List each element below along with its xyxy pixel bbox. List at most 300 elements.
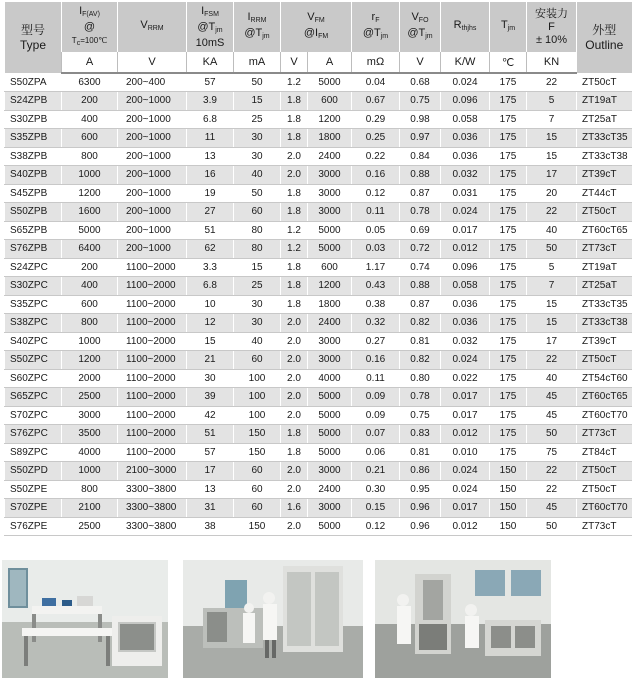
value-cell: 50: [234, 73, 281, 92]
value-cell: 25: [234, 110, 281, 129]
value-cell: 15: [527, 147, 577, 166]
value-cell: 3300~3800: [118, 480, 187, 499]
value-cell: 5000: [308, 240, 352, 259]
value-cell: 0.017: [441, 406, 490, 425]
value-cell: 2.0: [281, 517, 308, 536]
value-cell: 17: [527, 166, 577, 185]
value-cell: 0.12: [352, 517, 400, 536]
value-cell: 1.17: [352, 258, 400, 277]
value-cell: 2.0: [281, 332, 308, 351]
value-cell: 0.68: [400, 73, 441, 92]
value-cell: 2.0: [281, 147, 308, 166]
value-cell: 27: [187, 203, 234, 222]
value-cell: 15: [234, 258, 281, 277]
value-cell: 0.11: [352, 369, 400, 388]
value-cell: 3.3: [187, 258, 234, 277]
value-cell: 45: [527, 406, 577, 425]
value-cell: 175: [490, 351, 527, 370]
value-cell: 175: [490, 203, 527, 222]
value-cell: 175: [490, 110, 527, 129]
value-cell: 0.16: [352, 351, 400, 370]
value-cell: 100: [234, 406, 281, 425]
value-cell: 0.036: [441, 129, 490, 148]
value-cell: 5000: [308, 388, 352, 407]
value-cell: 3000: [308, 332, 352, 351]
value-cell: 1100~2000: [118, 332, 187, 351]
type-cell: S65ZPB: [5, 221, 62, 240]
value-cell: 3000: [62, 406, 118, 425]
value-cell: 175: [490, 295, 527, 314]
value-cell: 1100~2000: [118, 443, 187, 462]
unit-cell: KN: [527, 52, 577, 73]
value-cell: 50: [234, 184, 281, 203]
outline-cell: ZT54cT60: [577, 369, 632, 388]
value-cell: 1.8: [281, 425, 308, 444]
value-cell: 200~1000: [118, 184, 187, 203]
value-cell: 0.75: [400, 92, 441, 111]
value-cell: 60: [234, 203, 281, 222]
value-cell: 1.8: [281, 443, 308, 462]
table-row: [5, 517, 632, 536]
outline-cell: ZT50cT: [577, 480, 632, 499]
type-cell: S24ZPB: [5, 92, 62, 111]
value-cell: 60: [234, 499, 281, 518]
vrrm-header: $V_{RRM}$: [118, 2, 187, 52]
value-cell: 5000: [308, 517, 352, 536]
value-cell: 0.82: [400, 351, 441, 370]
type-cell: S76ZPB: [5, 240, 62, 259]
value-cell: 1000: [62, 332, 118, 351]
table-row: [5, 240, 632, 259]
ifsm-header: $I_{FSM}$ $@T_{jm}$ 10mS: [187, 2, 234, 52]
type-cell: S50ZPA: [5, 73, 62, 92]
value-cell: 1.8: [281, 184, 308, 203]
value-cell: 39: [187, 388, 234, 407]
value-cell: 2.0: [281, 462, 308, 481]
table-row: [5, 351, 632, 370]
value-cell: 0.05: [352, 221, 400, 240]
value-cell: 2.0: [281, 480, 308, 499]
table-row: [5, 184, 632, 203]
unit-cell: V: [281, 52, 308, 73]
table-row: [5, 480, 632, 499]
value-cell: 0.82: [400, 314, 441, 333]
value-cell: 175: [490, 184, 527, 203]
value-cell: 4000: [62, 443, 118, 462]
outline-cell: ZT73cT: [577, 240, 632, 259]
value-cell: 19: [187, 184, 234, 203]
value-cell: 13: [187, 480, 234, 499]
value-cell: 0.024: [441, 480, 490, 499]
value-cell: 5: [527, 258, 577, 277]
value-cell: 3000: [308, 166, 352, 185]
type-cell: S38ZPB: [5, 147, 62, 166]
outline-cell: ZT39cT: [577, 166, 632, 185]
value-cell: 60: [234, 480, 281, 499]
value-cell: 1.8: [281, 258, 308, 277]
value-cell: 6400: [62, 240, 118, 259]
value-cell: 50: [527, 240, 577, 259]
value-cell: 1.2: [281, 240, 308, 259]
value-cell: 2.0: [281, 351, 308, 370]
type-cell: S70ZPC: [5, 406, 62, 425]
type-cell: S45ZPB: [5, 184, 62, 203]
unit-cell: mΩ: [352, 52, 400, 73]
unit-cell: V: [400, 52, 441, 73]
value-cell: 0.15: [352, 499, 400, 518]
value-cell: 1000: [62, 166, 118, 185]
value-cell: 0.88: [400, 166, 441, 185]
value-cell: 0.87: [400, 184, 441, 203]
outline-cell: ZT44cT: [577, 184, 632, 203]
value-cell: 17: [187, 462, 234, 481]
value-cell: 16: [187, 166, 234, 185]
value-cell: 6300: [62, 73, 118, 92]
value-cell: 51: [187, 425, 234, 444]
value-cell: 7: [527, 110, 577, 129]
value-cell: 3000: [308, 203, 352, 222]
value-cell: 0.058: [441, 110, 490, 129]
value-cell: 175: [490, 388, 527, 407]
value-cell: 15: [527, 314, 577, 333]
table-row: [5, 129, 632, 148]
outline-cell: ZT25aT: [577, 277, 632, 296]
value-cell: 3.9: [187, 92, 234, 111]
value-cell: 0.09: [352, 406, 400, 425]
value-cell: 150: [490, 499, 527, 518]
outline-cell: ZT33cT35: [577, 129, 632, 148]
value-cell: 150: [234, 425, 281, 444]
value-cell: 400: [62, 110, 118, 129]
value-cell: 0.03: [352, 240, 400, 259]
outline-cell: ZT60cT65: [577, 221, 632, 240]
lab-photo-equipment: [375, 560, 551, 678]
outline-cell: ZT39cT: [577, 332, 632, 351]
value-cell: 0.67: [352, 92, 400, 111]
value-cell: 75: [527, 443, 577, 462]
value-cell: 175: [490, 240, 527, 259]
value-cell: 22: [527, 480, 577, 499]
value-cell: 200~1000: [118, 129, 187, 148]
value-cell: 600: [308, 92, 352, 111]
value-cell: 0.012: [441, 240, 490, 259]
value-cell: 800: [62, 480, 118, 499]
type-cell: S50ZPB: [5, 203, 62, 222]
value-cell: 0.032: [441, 166, 490, 185]
value-cell: 1100~2000: [118, 406, 187, 425]
value-cell: 51: [187, 221, 234, 240]
table-row: [5, 110, 632, 129]
type-cell: S40ZPB: [5, 166, 62, 185]
value-cell: 5000: [308, 443, 352, 462]
value-cell: 175: [490, 166, 527, 185]
value-cell: 0.80: [400, 369, 441, 388]
table-row: [5, 221, 632, 240]
value-cell: 30: [234, 147, 281, 166]
value-cell: 0.096: [441, 258, 490, 277]
value-cell: 30: [234, 314, 281, 333]
value-cell: 57: [187, 73, 234, 92]
value-cell: 0.95: [400, 480, 441, 499]
type-cell: S30ZPC: [5, 277, 62, 296]
vfo-header: $V_{FO}$ $@T_{jm}$: [400, 2, 441, 52]
value-cell: 0.024: [441, 462, 490, 481]
value-cell: 42: [187, 406, 234, 425]
table-row: [5, 147, 632, 166]
value-cell: 50: [527, 517, 577, 536]
value-cell: 1100~2000: [118, 295, 187, 314]
table-row: [5, 73, 632, 92]
value-cell: 0.98: [400, 110, 441, 129]
value-cell: 60: [234, 462, 281, 481]
lab-photo-workers: [183, 560, 363, 678]
value-cell: 150: [490, 462, 527, 481]
value-cell: 2.0: [281, 314, 308, 333]
value-cell: 22: [527, 203, 577, 222]
value-cell: 0.21: [352, 462, 400, 481]
value-cell: 100: [234, 388, 281, 407]
value-cell: 1100~2000: [118, 369, 187, 388]
value-cell: 0.69: [400, 221, 441, 240]
value-cell: 2100: [62, 499, 118, 518]
value-cell: 0.058: [441, 277, 490, 296]
table-row: [5, 499, 632, 518]
value-cell: 1200: [62, 184, 118, 203]
outline-cell: ZT33cT38: [577, 147, 632, 166]
value-cell: 0.83: [400, 425, 441, 444]
value-cell: 200: [62, 258, 118, 277]
value-cell: 1000: [62, 462, 118, 481]
value-cell: 1800: [308, 129, 352, 148]
value-cell: 150: [234, 443, 281, 462]
value-cell: 1.8: [281, 110, 308, 129]
value-cell: 0.032: [441, 332, 490, 351]
value-cell: 1100~2000: [118, 351, 187, 370]
value-cell: 1100~2000: [118, 277, 187, 296]
value-cell: 2.0: [281, 369, 308, 388]
outline-cell: ZT50cT: [577, 462, 632, 481]
value-cell: 200~1000: [118, 221, 187, 240]
value-cell: 200~1000: [118, 166, 187, 185]
value-cell: 200: [62, 92, 118, 111]
value-cell: 38: [187, 517, 234, 536]
unit-cell: ℃: [490, 52, 527, 73]
value-cell: 175: [490, 277, 527, 296]
value-cell: 5000: [308, 221, 352, 240]
table-row: [5, 443, 632, 462]
value-cell: 80: [234, 221, 281, 240]
table-row: [5, 388, 632, 407]
table-row: [5, 166, 632, 185]
table-row: [5, 92, 632, 111]
table-row: [5, 295, 632, 314]
value-cell: 1600: [62, 203, 118, 222]
value-cell: 21: [187, 351, 234, 370]
value-cell: 0.30: [352, 480, 400, 499]
value-cell: 0.09: [352, 388, 400, 407]
value-cell: 0.16: [352, 166, 400, 185]
unit-cell: A: [62, 52, 118, 73]
value-cell: 3000: [308, 462, 352, 481]
type-cell: S24ZPC: [5, 258, 62, 277]
value-cell: 3500: [62, 425, 118, 444]
outline-cell: ZT25aT: [577, 110, 632, 129]
value-cell: 175: [490, 369, 527, 388]
value-cell: 0.07: [352, 425, 400, 444]
type-cell: S35ZPB: [5, 129, 62, 148]
unit-cell: A: [308, 52, 352, 73]
value-cell: 1.2: [281, 221, 308, 240]
table-row: [5, 277, 632, 296]
value-cell: 175: [490, 332, 527, 351]
type-cell: S70ZPE: [5, 499, 62, 518]
value-cell: 5000: [62, 221, 118, 240]
value-cell: 2500: [62, 517, 118, 536]
value-cell: 0.88: [400, 277, 441, 296]
value-cell: 0.38: [352, 295, 400, 314]
value-cell: 2400: [308, 480, 352, 499]
outline-cell: ZT73cT: [577, 517, 632, 536]
value-cell: 1.2: [281, 73, 308, 92]
value-cell: 0.036: [441, 314, 490, 333]
value-cell: 150: [490, 480, 527, 499]
value-cell: 0.031: [441, 184, 490, 203]
table-row: [5, 425, 632, 444]
type-cell: S40ZPC: [5, 332, 62, 351]
if-av-header: $I_{F(AV)}$ @ $T_c=100℃$: [62, 2, 118, 52]
type-cell: S50ZPC: [5, 351, 62, 370]
value-cell: 45: [527, 499, 577, 518]
type-cell: S50ZPD: [5, 462, 62, 481]
outline-cell: ZT60cT70: [577, 499, 632, 518]
value-cell: 150: [234, 517, 281, 536]
value-cell: 200~1000: [118, 147, 187, 166]
value-cell: 0.012: [441, 425, 490, 444]
type-header: 型号 Type: [5, 2, 62, 73]
value-cell: 0.74: [400, 258, 441, 277]
value-cell: 2.0: [281, 406, 308, 425]
value-cell: 0.012: [441, 517, 490, 536]
value-cell: 3300~3800: [118, 517, 187, 536]
value-cell: 0.86: [400, 462, 441, 481]
lab-photo-benches: [2, 560, 168, 678]
outline-cell: ZT60cT65: [577, 388, 632, 407]
value-cell: 150: [490, 517, 527, 536]
table-row: [5, 258, 632, 277]
value-cell: 1.8: [281, 277, 308, 296]
value-cell: 40: [527, 221, 577, 240]
lab-photo-strip: [0, 560, 633, 680]
units-row: [5, 52, 632, 73]
value-cell: 800: [62, 147, 118, 166]
outline-cell: ZT73cT: [577, 425, 632, 444]
value-cell: 175: [490, 425, 527, 444]
specification-table: [4, 2, 632, 536]
value-cell: 200~1000: [118, 110, 187, 129]
value-cell: 600: [308, 258, 352, 277]
value-cell: 31: [187, 499, 234, 518]
value-cell: 175: [490, 443, 527, 462]
value-cell: 100: [234, 369, 281, 388]
outline-cell: ZT84cT: [577, 443, 632, 462]
value-cell: 20: [527, 184, 577, 203]
value-cell: 15: [527, 295, 577, 314]
outline-header: 外型 Outline: [577, 2, 632, 73]
value-cell: 2.0: [281, 388, 308, 407]
unit-cell: KA: [187, 52, 234, 73]
value-cell: 0.017: [441, 221, 490, 240]
header-row: [5, 2, 632, 52]
value-cell: 5000: [308, 406, 352, 425]
outline-cell: ZT50cT: [577, 351, 632, 370]
table-row: [5, 332, 632, 351]
table-row: [5, 203, 632, 222]
value-cell: 15: [527, 129, 577, 148]
value-cell: 80: [234, 240, 281, 259]
outline-cell: ZT33cT38: [577, 314, 632, 333]
outline-cell: ZT19aT: [577, 92, 632, 111]
value-cell: 0.022: [441, 369, 490, 388]
outline-cell: ZT50cT: [577, 73, 632, 92]
value-cell: 7: [527, 277, 577, 296]
value-cell: 2000: [62, 369, 118, 388]
value-cell: 3300~3800: [118, 499, 187, 518]
value-cell: 5000: [308, 425, 352, 444]
value-cell: 0.06: [352, 443, 400, 462]
value-cell: 0.25: [352, 129, 400, 148]
value-cell: 175: [490, 147, 527, 166]
value-cell: 1.6: [281, 499, 308, 518]
type-cell: S89ZPC: [5, 443, 62, 462]
value-cell: 0.87: [400, 295, 441, 314]
value-cell: 4000: [308, 369, 352, 388]
value-cell: 15: [187, 332, 234, 351]
value-cell: 13: [187, 147, 234, 166]
value-cell: 1.8: [281, 92, 308, 111]
value-cell: 0.024: [441, 203, 490, 222]
type-cell: S65ZPC: [5, 388, 62, 407]
value-cell: 60: [234, 351, 281, 370]
value-cell: 175: [490, 221, 527, 240]
outline-cell: ZT60cT70: [577, 406, 632, 425]
value-cell: 17: [527, 332, 577, 351]
value-cell: 600: [62, 295, 118, 314]
value-cell: 0.96: [400, 499, 441, 518]
value-cell: 12: [187, 314, 234, 333]
unit-cell: mA: [234, 52, 281, 73]
type-cell: S38ZPC: [5, 314, 62, 333]
table-row: [5, 314, 632, 333]
value-cell: 0.024: [441, 351, 490, 370]
value-cell: 0.024: [441, 73, 490, 92]
value-cell: 175: [490, 92, 527, 111]
value-cell: 1100~2000: [118, 258, 187, 277]
type-cell: S35ZPC: [5, 295, 62, 314]
outline-cell: ZT19aT: [577, 258, 632, 277]
value-cell: 0.84: [400, 147, 441, 166]
value-cell: 0.78: [400, 203, 441, 222]
value-cell: 0.22: [352, 147, 400, 166]
type-cell: S76ZPE: [5, 517, 62, 536]
value-cell: 5: [527, 92, 577, 111]
value-cell: 1800: [308, 295, 352, 314]
value-cell: 175: [490, 258, 527, 277]
value-cell: 2400: [308, 314, 352, 333]
rf-header: $r_F$ $@T_{jm}$: [352, 2, 400, 52]
value-cell: 1100~2000: [118, 388, 187, 407]
value-cell: 22: [527, 351, 577, 370]
value-cell: 50: [527, 425, 577, 444]
